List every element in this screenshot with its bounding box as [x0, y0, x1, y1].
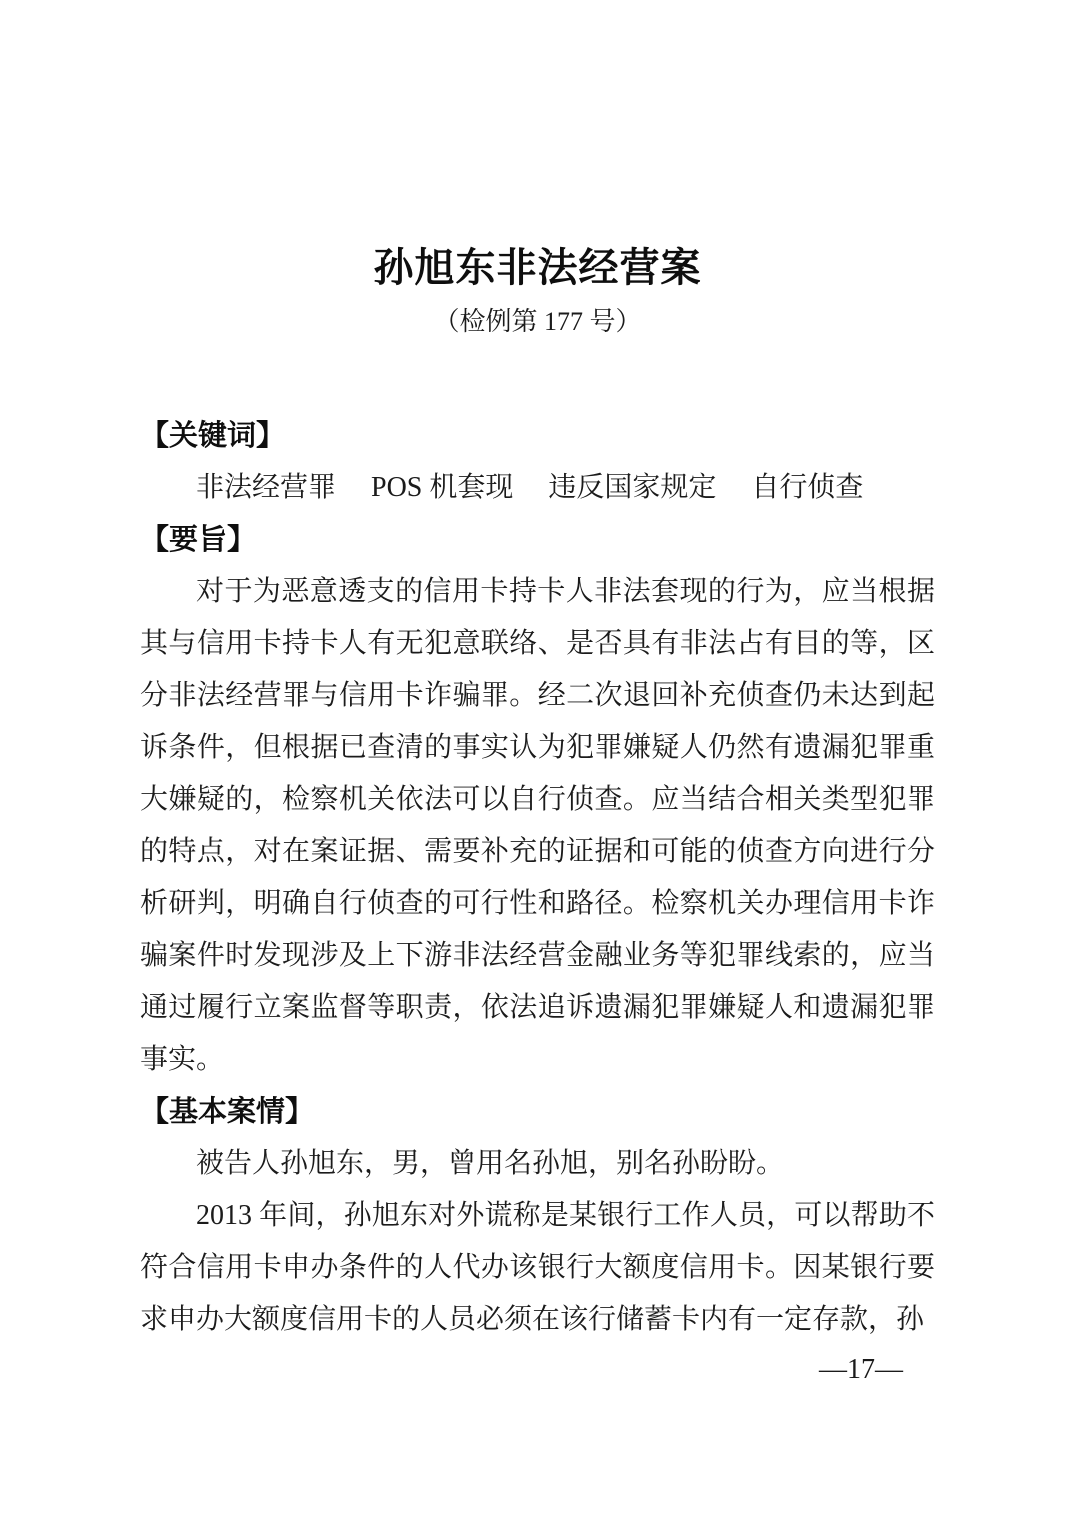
facts-paragraph-defendant: 被告人孙旭东，男，曾用名孙旭，别名孙盼盼。	[196, 1148, 785, 1179]
facts-paragraph-2013: 2013 年间，孙旭东对外谎称是某银行工作人员，可以帮助不符合信用卡申办条件的人代办该银行大额度信用卡。因某银行要求申办大额度信用卡的人员必须在该行储蓄卡内有一定存款，孙	[140, 1200, 935, 1335]
document-content	[0, 244, 1074, 1346]
section-heading-basic-facts: 【基本案情】	[140, 1096, 315, 1128]
section-heading-keywords: 【关键词】	[140, 420, 286, 452]
gist-paragraph: 对于为恶意透支的信用卡持卡人非法套现的行为，应当根据其与信用卡持卡人有无犯意联络、是否具有非法占有目的等，区分非法经营罪与信用卡诈骗罪。经二次退回补充侦查仍未达到起诉条件，但根据已查清的事实认为犯罪嫌疑人仍然有遗漏犯罪重大嫌疑的，检察机关依法可以自行侦查。应当结合相关类型犯罪的特点，对在案证据、需要补充的证据和可能的侦查方向进行分析研判，明确自行侦查的可行性和路径。检察机关办理信用卡诈骗案件时发现涉及上下游非法经营金融业务等犯罪线索的，应当通过履行立案监督等职责，依法追诉遗漏犯罪嫌疑人和遗漏犯罪事实。	[140, 576, 935, 1075]
case-title: 孙旭东非法经营案	[373, 246, 702, 290]
page-number: —17—	[819, 1354, 903, 1385]
keywords-text: 非法经营罪 POS 机套现 违反国家规定 自行侦查	[196, 472, 864, 503]
section-heading-gist: 【要旨】	[140, 524, 257, 556]
case-number: （检例第 177 号）	[433, 307, 642, 336]
